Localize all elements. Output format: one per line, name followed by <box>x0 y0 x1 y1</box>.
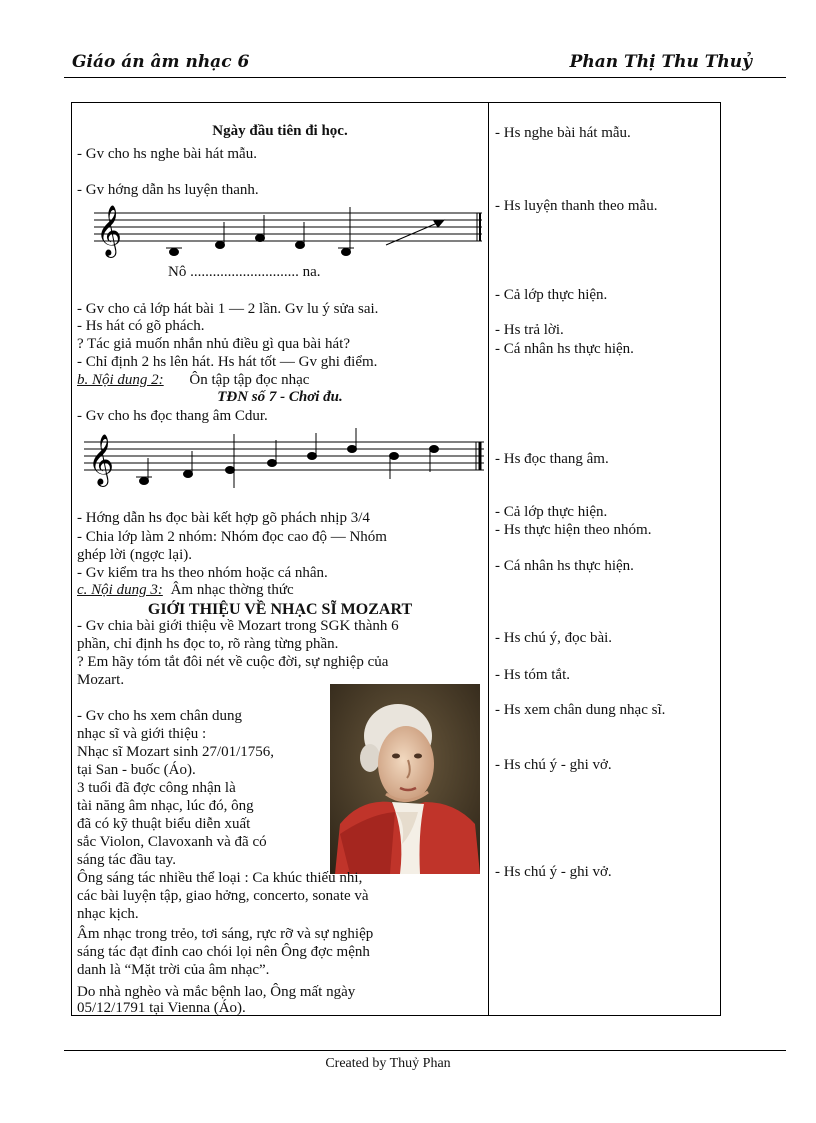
svg-text:𝄞: 𝄞 <box>96 205 123 256</box>
step-read-beat: - Hớng dẫn hs đọc bài kết hợp gõ phách nhịp 3/4 <box>77 510 370 526</box>
header-divider <box>64 77 786 78</box>
student-activity-12: - Hs xem chân dung nhạc sĩ. <box>495 702 666 718</box>
question-message: ? Tác giả muốn nhắn nhủ điều gì qua bài hát? <box>77 336 350 352</box>
footer-divider <box>64 1050 786 1051</box>
student-activity-14: - Hs chú ý - ghi vở. <box>495 864 612 880</box>
step-groups-2: ghép lời (ngợc lại). <box>77 547 192 563</box>
mozart-portrait <box>330 684 480 874</box>
step-check: - Gv kiểm tra hs theo nhóm hoặc cá nhân. <box>77 565 328 581</box>
svg-text:𝄞: 𝄞 <box>88 434 115 485</box>
warmup-lyric: Nô ............................. na. <box>168 264 321 280</box>
tdn-title: TĐN số 7 - Chơi đu. <box>217 389 343 405</box>
student-activity-4: - Hs trả lời. <box>495 322 564 338</box>
bio-music-2: sáng tác đạt đỉnh cao chói lọi nên Ông đợc mệnh <box>77 944 370 960</box>
section-b-text: Ôn tập tập đọc nhạc <box>189 372 310 388</box>
student-activity-11: - Hs tóm tắt. <box>495 667 570 683</box>
step-clap: - Hs hát có gõ phách. <box>77 318 205 334</box>
section-c-label: c. Nội dung 3: <box>77 582 163 598</box>
student-activity-8: - Hs thực hiện theo nhóm. <box>495 522 652 538</box>
bio-works-1: Ông sáng tác nhiều thể loại : Ca khúc thiếu nhi, <box>77 870 363 886</box>
step-listen: - Gv cho hs nghe bài hát mẫu. <box>77 146 257 162</box>
step-groups-1: - Chia lớp làm 2 nhóm: Nhóm đọc cao độ — Nhóm <box>77 529 387 545</box>
question-summary-1: ? Em hãy tóm tắt đôi nét về cuộc đời, sự nghiệp của <box>77 654 389 670</box>
section-b-label: b. Nội dung 2: <box>77 372 164 388</box>
student-activity-3: - Cả lớp thực hiện. <box>495 287 608 303</box>
bio-death-2: 05/12/1791 tại Vienna (Áo). <box>77 1000 246 1016</box>
bio-talent-1: 3 tuổi đã đợc công nhận là <box>77 780 236 796</box>
warmup-staff <box>94 205 482 265</box>
question-summary-2: Mozart. <box>77 672 125 688</box>
bio-works-2: các bài luyện tập, giao hởng, concerto, sonate và <box>77 888 369 904</box>
bio-talent-5: sáng tác đầu tay. <box>77 852 176 868</box>
step-portrait-1: - Gv cho hs xem chân dung <box>77 708 242 724</box>
bio-talent-4: sắc Violon, Clavoxanh và đã có <box>77 834 267 850</box>
student-activity-13: - Hs chú ý - ghi vở. <box>495 757 612 773</box>
bio-talent-2: tài năng âm nhạc, lúc đó, ông <box>77 798 254 814</box>
bio-music-1: Âm nhạc trong trẻo, tơi sáng, rực rỡ và sự nghiệp <box>77 926 374 942</box>
section-b-heading <box>77 372 309 389</box>
header-author: Phan Thị Thu Thuỷ <box>569 52 752 72</box>
song-title: Ngày đầu tiên đi học. <box>212 123 348 139</box>
step-warmup: - Gv hớng dẫn hs luyện thanh. <box>77 182 259 198</box>
student-activity-5: - Cá nhân hs thực hiện. <box>495 341 634 357</box>
section-c-heading <box>77 582 294 599</box>
step-divide-1: - Gv chia bài giới thiệu về Mozart trong SGK thành 6 <box>77 618 399 634</box>
student-activity-1: - Hs nghe bài hát mẫu. <box>495 125 631 141</box>
bio-talent-3: đã có kỹ thuật biểu diễn xuất <box>77 816 251 832</box>
mozart-heading: GIỚI THIỆU VỀ NHẠC SĨ MOZART <box>147 601 413 618</box>
bio-birth-1: Nhạc sĩ Mozart sinh 27/01/1756, <box>77 744 275 760</box>
step-individual: - Chỉ định 2 hs lên hát. Hs hát tốt — Gv ghi điểm. <box>77 354 378 370</box>
step-sing-class: - Gv cho cả lớp hát bài 1 — 2 lần. Gv lu ý sửa sai. <box>77 301 379 317</box>
column-divider <box>488 102 489 1016</box>
step-scale: - Gv cho hs đọc thang âm Cdur. <box>77 408 268 424</box>
bio-works-3: nhạc kịch. <box>77 906 139 922</box>
student-activity-7: - Cả lớp thực hiện. <box>495 504 608 520</box>
bio-death-1: Do nhà nghèo và mắc bệnh lao, Ông mất ngày <box>77 984 356 1000</box>
student-activity-2: - Hs luyện thanh theo mẫu. <box>495 198 658 214</box>
step-portrait-2: nhạc sĩ và giới thiệu : <box>77 726 207 742</box>
header-title: Giáo án âm nhạc 6 <box>72 52 250 72</box>
student-activity-9: - Cá nhân hs thực hiện. <box>495 558 634 574</box>
step-divide-2: phần, chỉ định hs đọc to, rõ ràng từng phần. <box>77 636 339 652</box>
scale-staff <box>84 428 484 494</box>
section-c-text: Âm nhạc thờng thức <box>170 582 294 598</box>
bio-birth-2: tại San - buốc (Áo). <box>77 762 196 778</box>
student-activity-6: - Hs đọc thang âm. <box>495 451 609 467</box>
student-activity-10: - Hs chú ý, đọc bài. <box>495 630 613 646</box>
footer-credit: Created by Thuỷ Phan <box>325 1056 451 1071</box>
bio-music-3: danh là “Mặt trời của âm nhạc”. <box>77 962 270 978</box>
